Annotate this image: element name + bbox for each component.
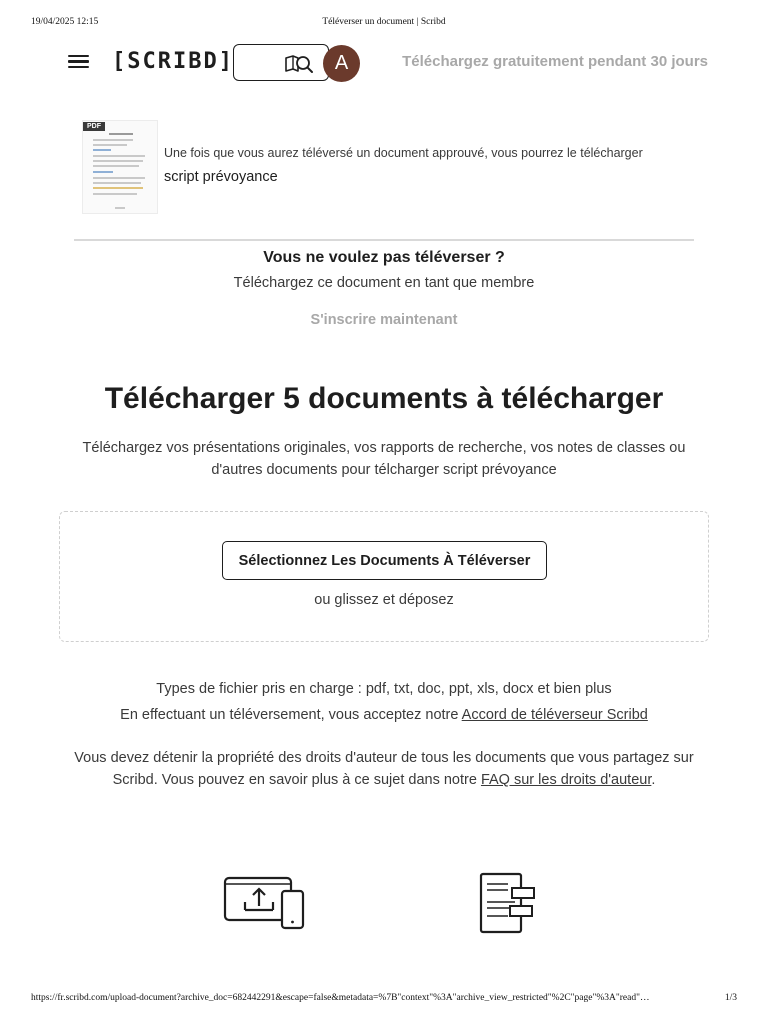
copyright-faq-link[interactable]: FAQ sur les droits d'auteur [480, 772, 652, 788]
no-upload-subtitle: Téléchargez ce document en tant que membre [233, 275, 535, 291]
upload-description: Téléchargez vos présentations originales, vos rapports de recherche, vos notes de classes ou d'autres documents pour télcharger script prévoyance [82, 440, 686, 478]
search-input[interactable] [233, 44, 329, 81]
upload-devices-icon [223, 876, 305, 930]
top-navigation [66, 44, 708, 82]
document-info [164, 146, 704, 185]
document-note: Une fois que vous aurez téléversé un document approuvé, vous pourrez le télécharger [164, 146, 643, 160]
menu-icon[interactable] [66, 52, 90, 74]
copyright-text: Vous devez détenir la propriété des droits d'auteur de tous les documents que vous partagez sur Scribd. Vous pouvez en savoir plus à ce sujet dans notre [74, 750, 694, 788]
search-book-icon [284, 54, 314, 74]
uploader-agreement-link[interactable]: Accord de téléverseur Scribd [461, 707, 648, 723]
supported-file-types: Types de fichier pris en charge : pdf, txt, doc, ppt, xls, docx et bien plus [156, 681, 612, 697]
print-footer [31, 993, 737, 1007]
print-page-number: 1/3 [724, 993, 737, 1003]
print-url: https://fr.scribd.com/upload-document?archive_doc=682442291&escape=false&metadata=%7B"context"%3A"archive_view_restricted"%2C"page"%3A"read"… [31, 993, 650, 1003]
copyright-period: . [651, 772, 656, 788]
document-name: script prévoyance [164, 169, 278, 185]
scribd-logo[interactable]: [SCRIBD] [112, 49, 234, 74]
divider [74, 239, 694, 241]
document-card [82, 120, 702, 216]
document-thumbnail[interactable] [82, 120, 158, 214]
upload-agreement [60, 704, 708, 726]
agreement-text: En effectuant un téléversement, vous acceptez notre [120, 707, 462, 723]
print-title: Téléverser un document | Scribd [322, 17, 446, 27]
upload-dropzone[interactable] [59, 511, 709, 642]
copyright-notice [60, 747, 708, 791]
upload-heading: Télécharger 5 documents à télécharger [104, 382, 664, 415]
pdf-badge: PDF [83, 122, 105, 131]
drop-hint: ou glissez et déposez [314, 592, 454, 608]
select-documents-button[interactable]: Sélectionnez Les Documents À Téléverser [222, 541, 547, 580]
document-outline-icon [478, 872, 538, 934]
free-trial-link[interactable]: Téléchargez gratuitement pendant 30 jours [402, 53, 708, 70]
signup-link[interactable]: S'inscrire maintenant [310, 312, 458, 328]
print-header [31, 17, 737, 31]
no-upload-title: Vous ne voulez pas téléverser ? [263, 249, 505, 266]
print-date: 19/04/2025 12:15 [31, 17, 99, 27]
avatar[interactable]: A [323, 45, 360, 82]
